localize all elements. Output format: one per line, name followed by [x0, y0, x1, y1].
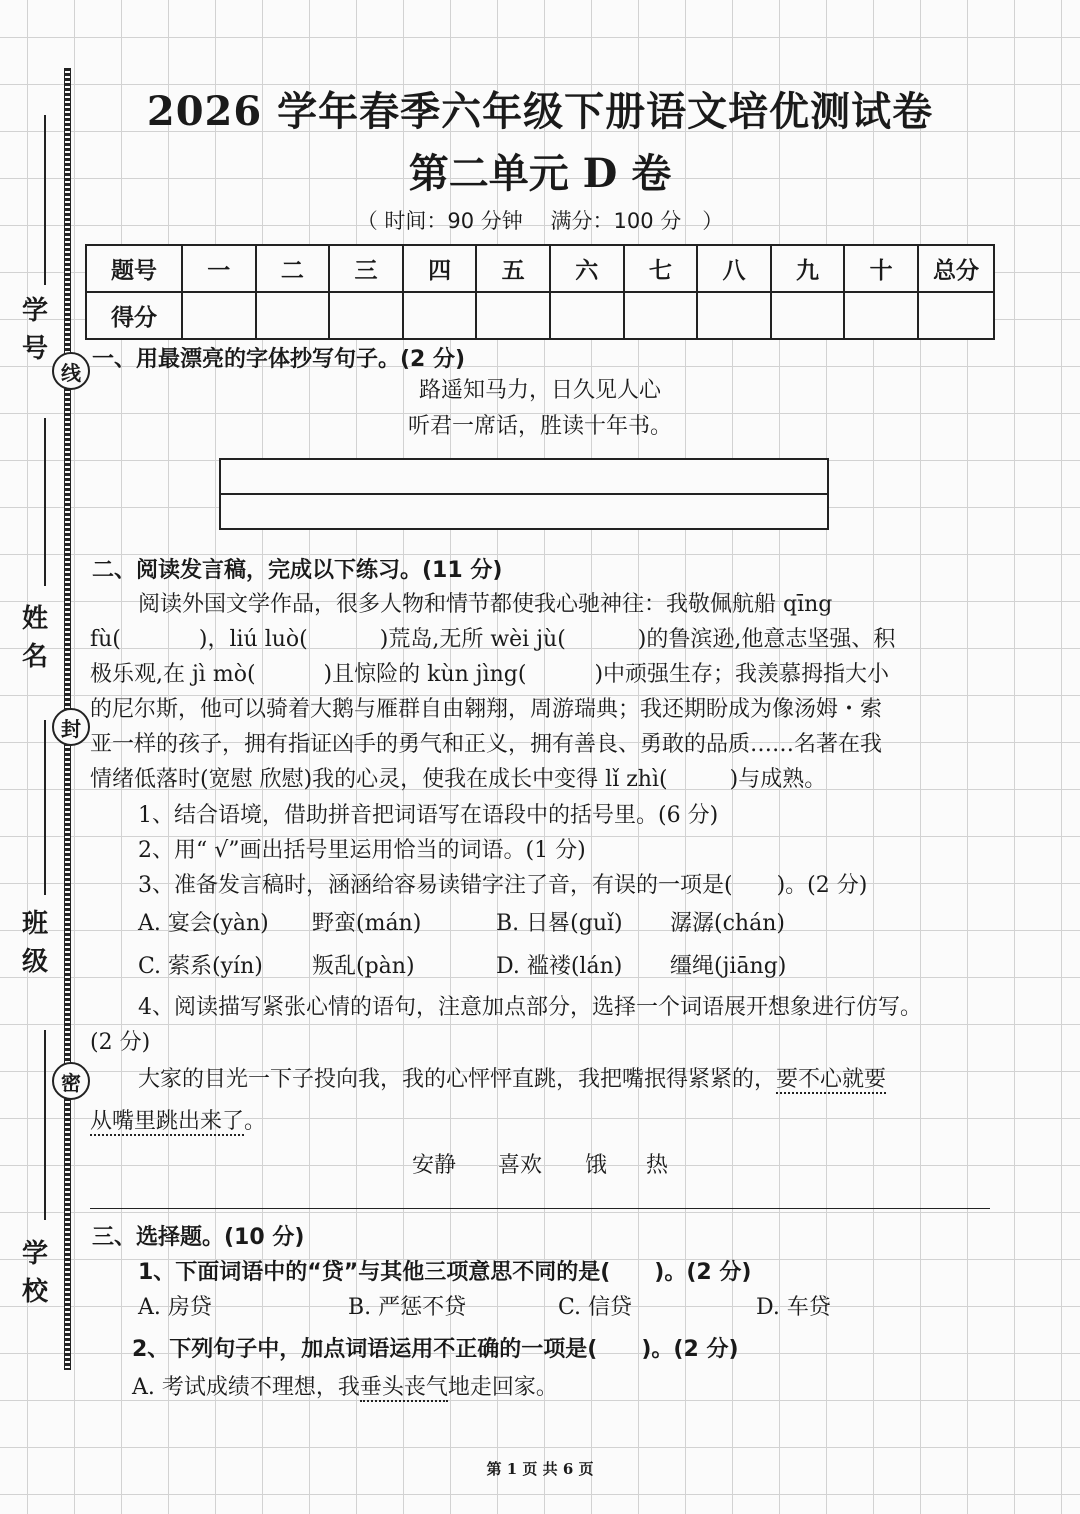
table-cell: 五	[476, 245, 550, 292]
option-d2: 缰绳(jiāng)	[670, 954, 787, 979]
option-c2: 叛乱(pàn)	[312, 954, 415, 979]
score-input-cell[interactable]	[624, 292, 698, 339]
option-a[interactable]: A. 房贷	[138, 1295, 212, 1320]
text-fragment: )荒岛,无所 wèi jù(	[379, 627, 566, 652]
seal-secret-circle: 密	[52, 1062, 90, 1100]
text-fragment: 。	[244, 1109, 267, 1134]
score-input-cell[interactable]	[697, 292, 771, 339]
passage-line-4: 的尼尔斯，他可以骑着大鹅与雁群自由翱翔，周游瑞典；我还期盼成为像汤姆・索	[90, 697, 883, 722]
option-a2: 野蛮(mán)	[312, 911, 422, 936]
word-choice[interactable]: 安静	[412, 1153, 457, 1178]
example-sentence-line-2	[90, 1104, 990, 1139]
score-input-cell[interactable]	[329, 292, 403, 339]
question-2-4: 4、阅读描写紧张心情的语句，注意加点部分，选择一个词语展开想象进行仿写。	[138, 995, 922, 1020]
text-fragment: 大家的目光一下子投向我，我的心怦怦直跳，我把嘴抿得紧紧的，	[138, 1067, 777, 1092]
section3-heading: 三、选择题。(10 分)	[92, 1225, 305, 1250]
page-number: 第 1 页 共 6 页	[486, 1460, 594, 1478]
copy-line-1: 路遥知马力，日久见人心	[418, 378, 661, 403]
text-fragment: 极乐观,在 jì mò(	[90, 662, 256, 687]
score-input-cell[interactable]	[182, 292, 256, 339]
score-input-cell[interactable]	[844, 292, 918, 339]
option-b2: 潺潺(chán)	[670, 911, 785, 936]
handwriting-box[interactable]	[219, 458, 829, 530]
score-table-score-row	[86, 292, 994, 339]
table-cell: 八	[697, 245, 771, 292]
option-a-sentence[interactable]	[132, 1370, 558, 1401]
option-a1[interactable]: A. 宴会(yàn)	[138, 911, 269, 936]
seal-seal-circle: 封	[52, 708, 90, 746]
score-input-cell[interactable]	[256, 292, 330, 339]
text-fragment: 地走回家。	[447, 1375, 558, 1400]
text-fragment: )的鲁滨逊,他意志坚强、积	[637, 627, 896, 652]
table-cell: 三	[329, 245, 403, 292]
score-input-cell[interactable]	[771, 292, 845, 339]
score-input-cell[interactable]	[550, 292, 624, 339]
score-label-cell: 得分	[86, 292, 182, 339]
passage-line-2	[90, 622, 990, 657]
score-table	[85, 244, 995, 340]
text-fragment: )，liú luò(	[198, 627, 308, 652]
table-cell: 总分	[918, 245, 994, 292]
class-rule	[44, 720, 46, 895]
question-2-2: 2、用“ √”画出括号里运用恰当的词语。(1 分)	[138, 838, 586, 863]
passage-line-3	[90, 657, 990, 692]
copy-line-2: 听君一席话，胜读十年书。	[407, 414, 672, 439]
name-label: 姓名	[21, 604, 48, 672]
dotted-phrase: 垂头丧气	[359, 1375, 448, 1400]
table-cell: 七	[624, 245, 698, 292]
table-cell: 十	[844, 245, 918, 292]
table-cell: 四	[403, 245, 477, 292]
score-input-cell[interactable]	[476, 292, 550, 339]
table-cell: 九	[771, 245, 845, 292]
score-input-cell[interactable]	[403, 292, 477, 339]
question-2-1: 1、结合语境，借助拼音把词语写在语段中的括号里。(6 分)	[138, 803, 719, 828]
school-rule	[44, 1030, 46, 1220]
passage-line-6	[90, 762, 990, 797]
text-fragment: A. 考试成绩不理想，我	[132, 1375, 360, 1400]
answer-line[interactable]	[90, 1208, 990, 1209]
word-choice[interactable]: 喜欢	[498, 1153, 543, 1178]
student-id-label: 学号	[21, 296, 48, 364]
option-b[interactable]: B. 严惩不贷	[348, 1295, 467, 1320]
option-d[interactable]: D. 车贷	[756, 1295, 831, 1320]
handwriting-divider	[221, 493, 827, 495]
score-input-cell[interactable]	[918, 292, 994, 339]
option-c[interactable]: C. 信贷	[558, 1295, 633, 1320]
class-label: 班级	[21, 909, 48, 977]
option-c1[interactable]: C. 萦系(yín)	[138, 954, 263, 979]
text-fragment: fù(	[90, 627, 121, 652]
school-label: 学校	[21, 1239, 48, 1307]
dotted-phrase: 从嘴里跳出来了	[90, 1109, 245, 1134]
table-cell: 一	[182, 245, 256, 292]
example-sentence-line-1	[90, 1062, 990, 1097]
passage-line-1: 阅读外国文学作品，很多人物和情节都使我心驰神往：我敬佩航船 qīng	[138, 592, 833, 617]
text-fragment: )中顽强生存；我羡慕拇指大小	[594, 662, 890, 687]
question-2-3: 3、准备发言稿时，涵涵给容易读错字注了音，有误的一项是( )。(2 分)	[138, 873, 868, 898]
option-b1[interactable]: B. 日晷(guǐ)	[496, 911, 623, 936]
question-2-4-score: (2 分)	[90, 1030, 151, 1055]
page-subtitle: 第二单元 D 卷	[408, 150, 672, 197]
time-info: （ 时间：90 分钟 满分：100 分 ）	[356, 209, 724, 233]
question-3-1: 1、下面词语中的“贷”与其他三项意思不同的是( )。(2 分)	[138, 1260, 752, 1285]
page-title: 2026 学年春季六年级下册语文培优测试卷	[146, 88, 934, 135]
section1-heading: 一、用最漂亮的字体抄写句子。(2 分)	[92, 347, 466, 372]
dotted-phrase: 要不心就要	[776, 1067, 887, 1092]
section2-heading: 二、阅读发言稿，完成以下练习。(11 分)	[92, 558, 503, 583]
table-cell: 二	[256, 245, 330, 292]
student-id-rule	[44, 115, 46, 285]
text-fragment: 情绪低落时(宽慰 欣慰)我的心灵，使我在成长中变得 lǐ zhì(	[90, 767, 668, 792]
text-fragment: )与成熟。	[729, 767, 827, 792]
seal-line-circle: 线	[52, 352, 90, 390]
option-d1[interactable]: D. 褴褛(lán)	[496, 954, 623, 979]
word-choice[interactable]: 热	[646, 1153, 669, 1178]
question-3-2: 2、下列句子中，加点词语运用不正确的一项是( )。(2 分)	[132, 1337, 739, 1362]
text-fragment: )且惊险的 kùn jìng(	[323, 662, 527, 687]
score-table-header-row	[86, 245, 994, 292]
passage-line-5: 亚一样的孩子，拥有指证凶手的勇气和正义，拥有善良、勇敢的品质……名著在我	[90, 732, 883, 757]
table-cell: 题号	[86, 245, 182, 292]
word-choice[interactable]: 饿	[585, 1153, 608, 1178]
table-cell: 六	[550, 245, 624, 292]
